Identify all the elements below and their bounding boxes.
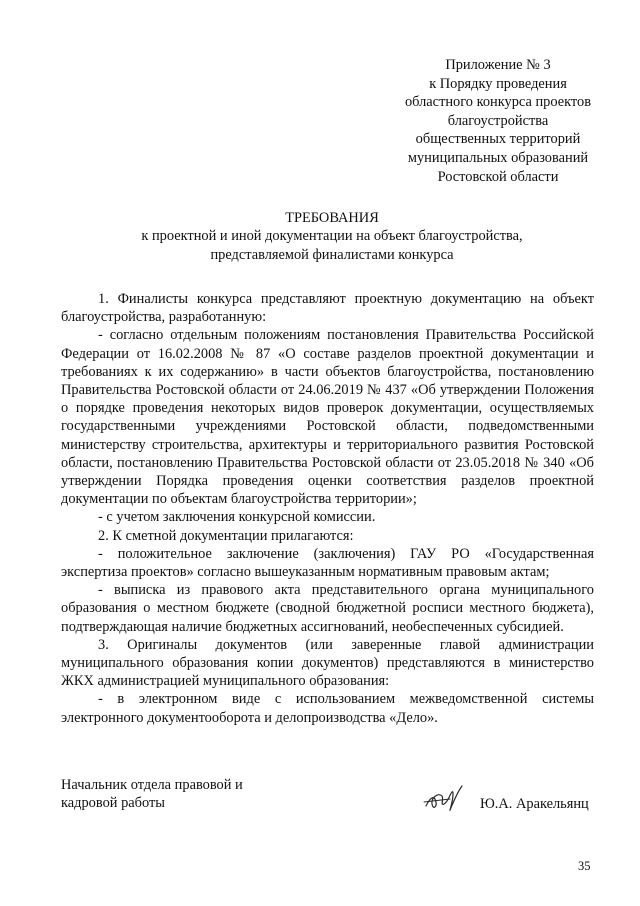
document-title bbox=[60, 209, 604, 264]
appendix-line: к Порядку проведения bbox=[429, 75, 567, 92]
title-subtitle-line: представляемой финалистами конкурса bbox=[210, 246, 454, 263]
paragraph-item-2: 2. К сметной документации прилагаются: bbox=[98, 527, 354, 544]
appendix-header bbox=[378, 56, 618, 186]
handwritten-signature bbox=[420, 780, 470, 816]
paragraph-subitem: - согласно отдельным положениям постановления Правительства Российской Федерации от 16.02.2008 № 87 «О составе разделов проектной документации и требованиях к их содержанию» в части объектов благоустройства, постановлению Правительства Ростовской области от 24.06.2019 № 437 «Об утверждении Положения о порядке проведения некоторых видов проверок документации, осуществляемых государственными учреждениями Ростовской области, подведомственными министерству строительства, архитектуры и территориального развития Ростовской области, постановлению Правительства Ростовской области от 23.05.2018 № 340 «Об утверждении Порядка проведения оценки соответствия разделов проектной документации по объектам благоустройства территории»; bbox=[61, 327, 594, 508]
appendix-line: областного конкурса проектов bbox=[404, 94, 592, 111]
paragraph-subitem: - с учетом заключения конкурсной комиссии. bbox=[98, 509, 376, 526]
appendix-line: благоустройства bbox=[447, 112, 549, 129]
appendix-line: Приложение № 3 bbox=[445, 57, 551, 73]
page-number: 35 bbox=[578, 859, 591, 873]
paragraph-subitem: - выписка из правового акта представительного органа муниципального образования о местном бюджете (сводной бюджетной росписи местного бюджета), подтверждающая наличие бюджетных ассигнований, необеспеченных субсидией. bbox=[61, 582, 594, 635]
appendix-line: общественных территорий bbox=[415, 131, 581, 148]
paragraph-item-1: 1. Финалисты конкурса представляют проектную документацию на объект благоустройства, разработанную: bbox=[61, 291, 594, 326]
paragraph-subitem: - положительное заключение (заключения) ГАУ РО «Государственная экспертиза проектов» согласно вышеуказанным нормативным правовым актам; bbox=[61, 545, 594, 581]
signer-name: Ю.А. Аракельянц bbox=[480, 796, 589, 812]
title-subtitle-line: к проектной и иной документации на объект благоустройства, bbox=[141, 228, 523, 245]
paragraph-subitem: - в электронном виде с использованием межведомственной системы электронного документооборота и делопроизводства «Дело». bbox=[61, 691, 594, 726]
appendix-line: муниципальных образований bbox=[407, 149, 589, 166]
position-line: кадровой работы bbox=[61, 795, 165, 812]
paragraph-item-3: 3. Оригиналы документов (или заверенные главой администрации муниципального образования копии документов) представляются в министерство ЖКХ администрацией муниципального образования: bbox=[61, 636, 594, 690]
appendix-line: Ростовской области bbox=[437, 168, 559, 185]
position-line: Начальник отдела правовой и bbox=[61, 777, 243, 793]
title-heading: ТРЕБОВАНИЯ bbox=[285, 210, 379, 226]
document-body bbox=[61, 290, 594, 727]
signatory-position bbox=[61, 776, 321, 813]
